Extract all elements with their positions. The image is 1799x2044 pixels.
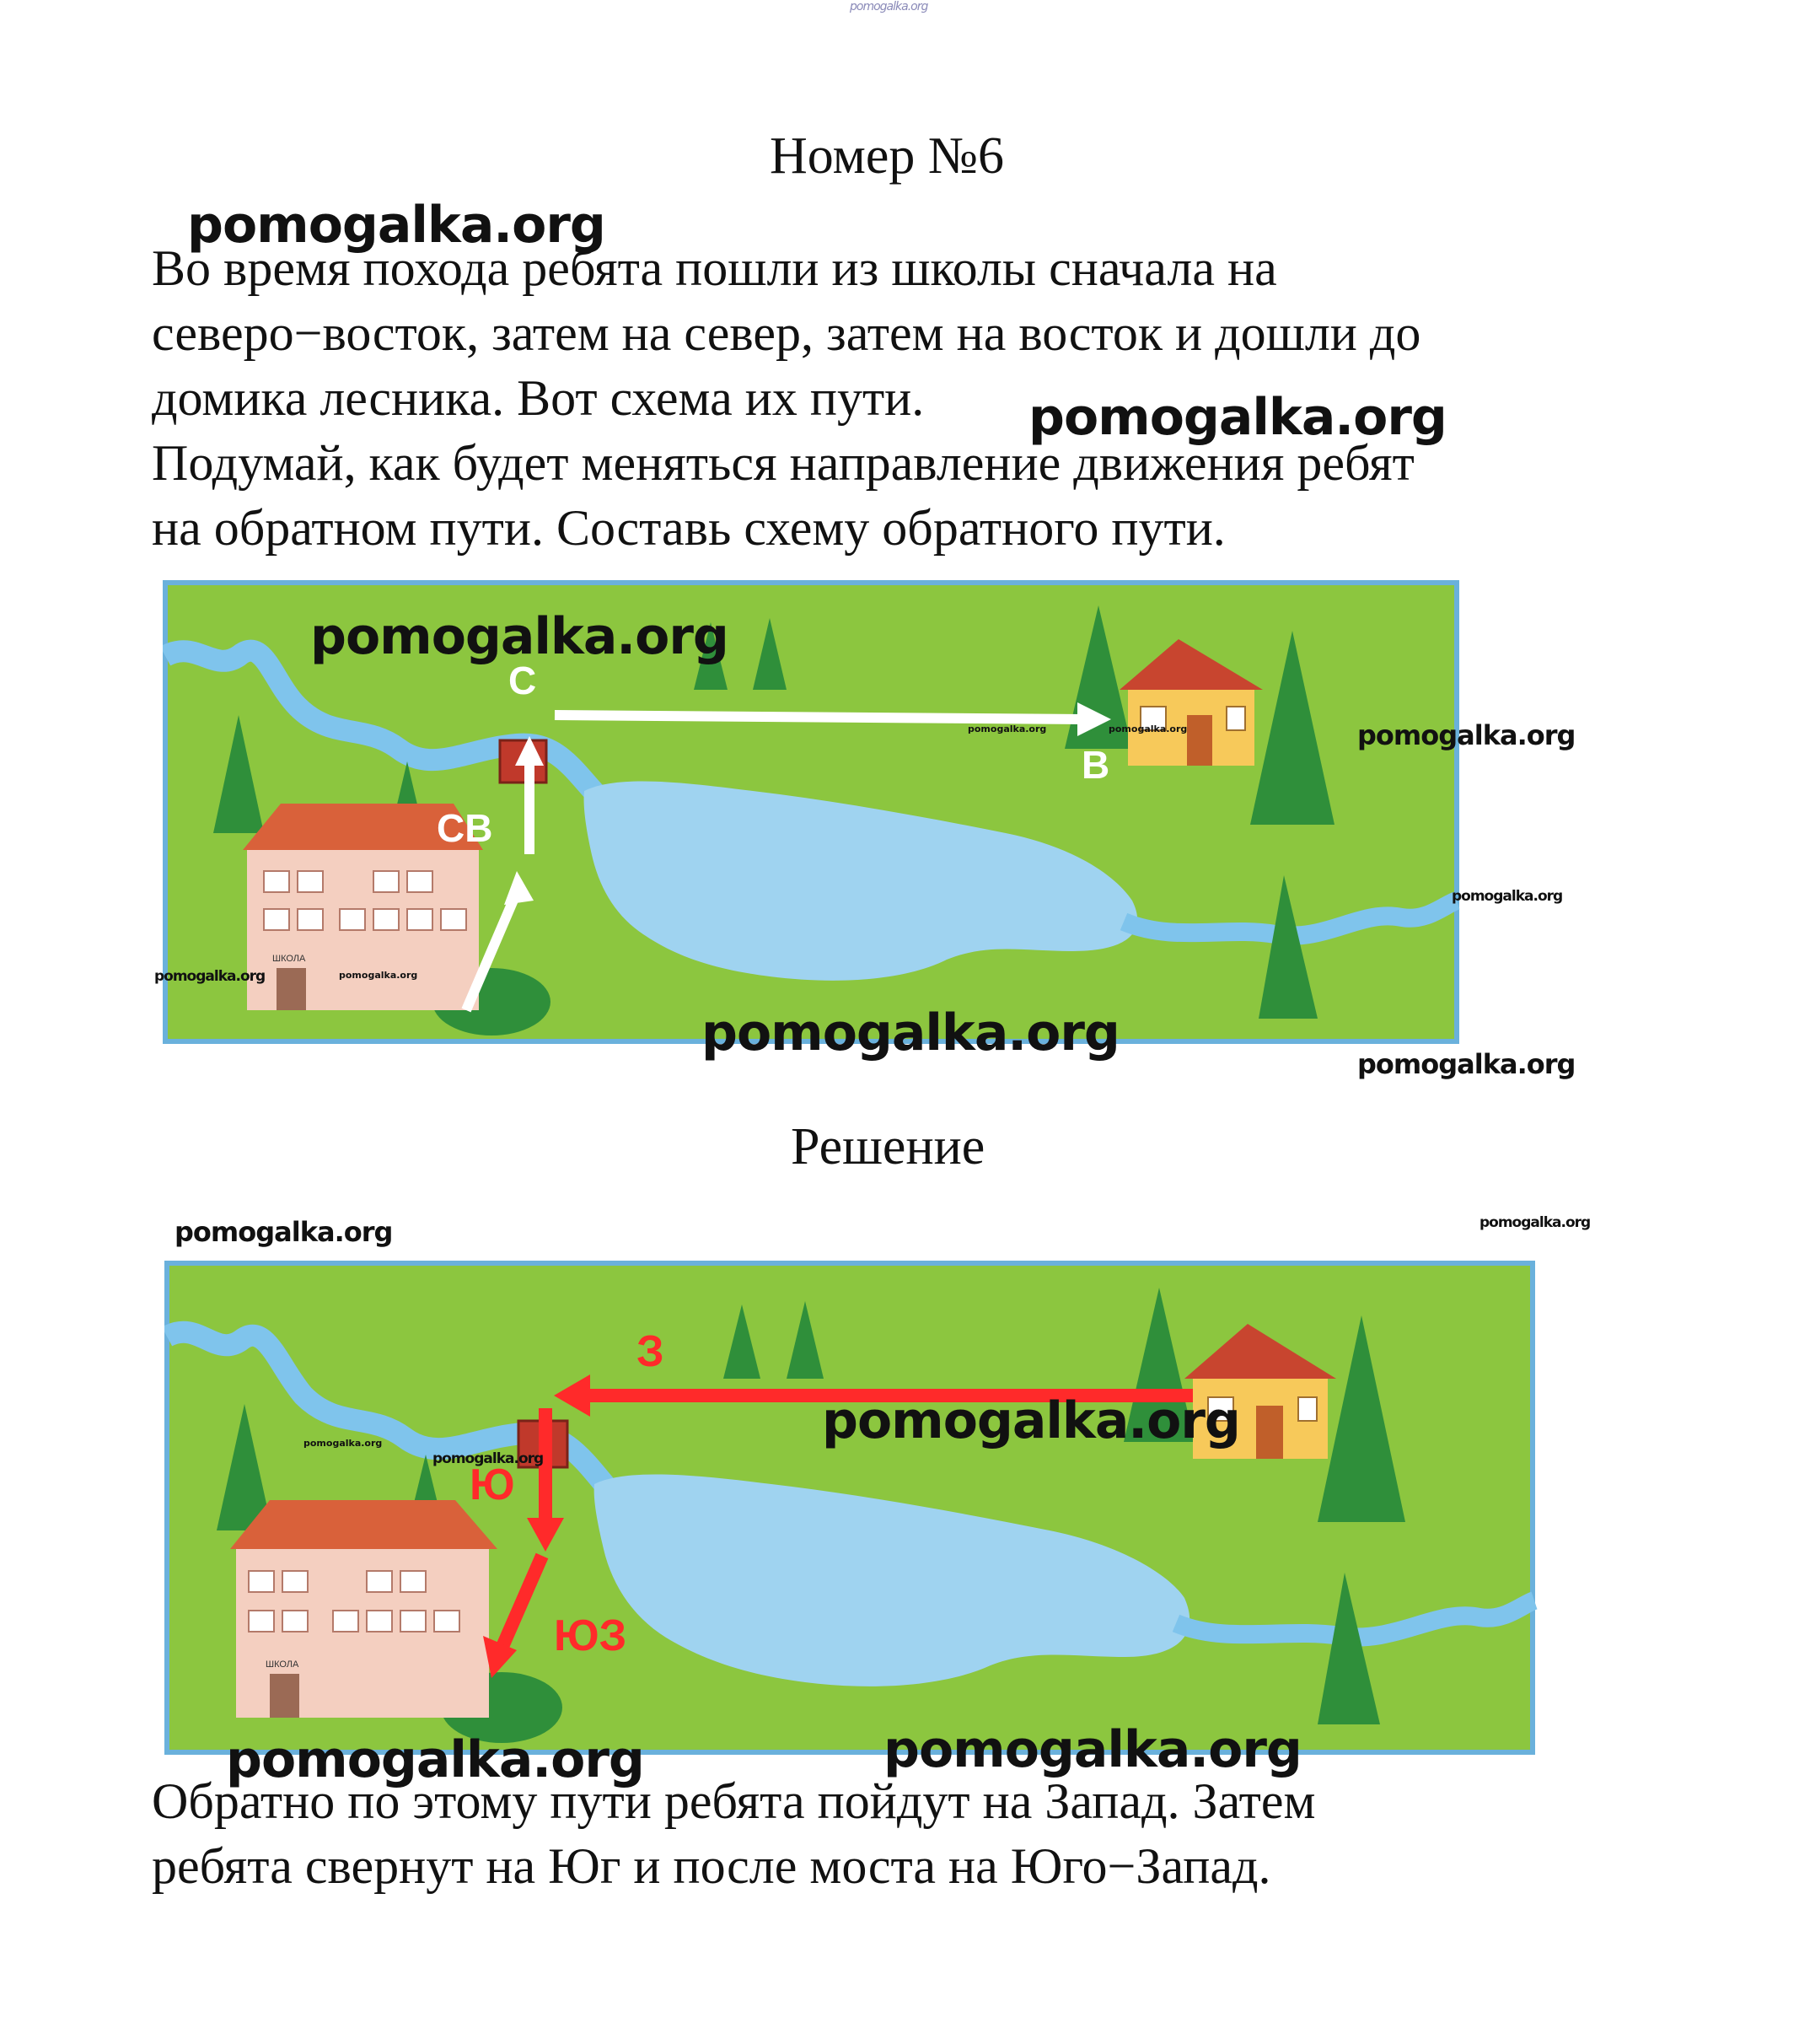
school-roof xyxy=(230,1500,497,1549)
problem-line: домика лесника. Вот схема их пути. xyxy=(152,370,925,426)
return-route-map xyxy=(164,1261,1539,1758)
watermark: pomogalka.org xyxy=(1357,719,1576,751)
return-route-map-svg xyxy=(164,1261,1539,1758)
watermark: pomogalka.org xyxy=(310,607,728,666)
watermark: pomogalka.org xyxy=(226,1730,644,1789)
label-south: Ю xyxy=(470,1460,515,1509)
house-window xyxy=(1227,707,1245,730)
problem-line: северо−восток, затем на север, затем на восток и дошли до xyxy=(152,305,1421,361)
school-door xyxy=(270,1674,299,1718)
label-southwest: ЮЗ xyxy=(554,1611,627,1660)
solution-title: Решение xyxy=(791,1118,985,1175)
watermark: pomogalka.org xyxy=(303,1438,383,1449)
watermark: pomogalka.org xyxy=(187,196,605,255)
house-window xyxy=(1298,1397,1317,1421)
watermark: pomogalka.org xyxy=(883,1720,1302,1779)
watermark: pomogalka.org xyxy=(1452,888,1563,905)
watermark: pomogalka.org xyxy=(154,968,266,985)
school-sign: ШКОЛА xyxy=(266,1659,299,1670)
watermark: pomogalka.org xyxy=(822,1391,1240,1450)
house-door xyxy=(1187,715,1212,766)
watermark: pomogalka.org xyxy=(339,970,418,981)
arrow-east xyxy=(555,715,1082,719)
watermark: pomogalka.org xyxy=(1028,388,1447,447)
watermark: pomogalka.org xyxy=(701,1003,1120,1062)
house-door xyxy=(1256,1406,1283,1459)
problem-line: на обратном пути. Составь схему обратного пути. xyxy=(152,500,1226,556)
solution-line: ребята свернут на Юг и после моста на Юго−Запад. xyxy=(152,1838,1271,1894)
watermark: pomogalka.org xyxy=(175,1216,393,1248)
school-door xyxy=(277,968,306,1010)
problem-title: Номер №6 xyxy=(770,127,1005,185)
school-building xyxy=(230,1500,497,1718)
label-west: З xyxy=(636,1327,664,1376)
label-northeast: СВ xyxy=(437,806,493,850)
problem-line: Подумай, как будет меняться направление движения ребят xyxy=(152,435,1415,491)
watermark: pomogalka.org xyxy=(432,1450,544,1467)
watermark: pomogalka.org xyxy=(1109,723,1188,734)
solution-line: Обратно по этому пути ребята пойдут на Запад. Затем xyxy=(152,1773,1316,1829)
label-east: В xyxy=(1082,743,1110,787)
label-north: С xyxy=(508,659,537,702)
watermark: pomogalka.org xyxy=(1479,1214,1591,1231)
watermark: pomogalka.org xyxy=(968,723,1047,734)
site-mark: pomogalka.org xyxy=(850,0,928,13)
school-sign: ШКОЛА xyxy=(272,954,306,964)
watermark: pomogalka.org xyxy=(1357,1048,1576,1080)
problem-line: Во время похода ребята пошли из школы сначала на xyxy=(152,240,1277,296)
